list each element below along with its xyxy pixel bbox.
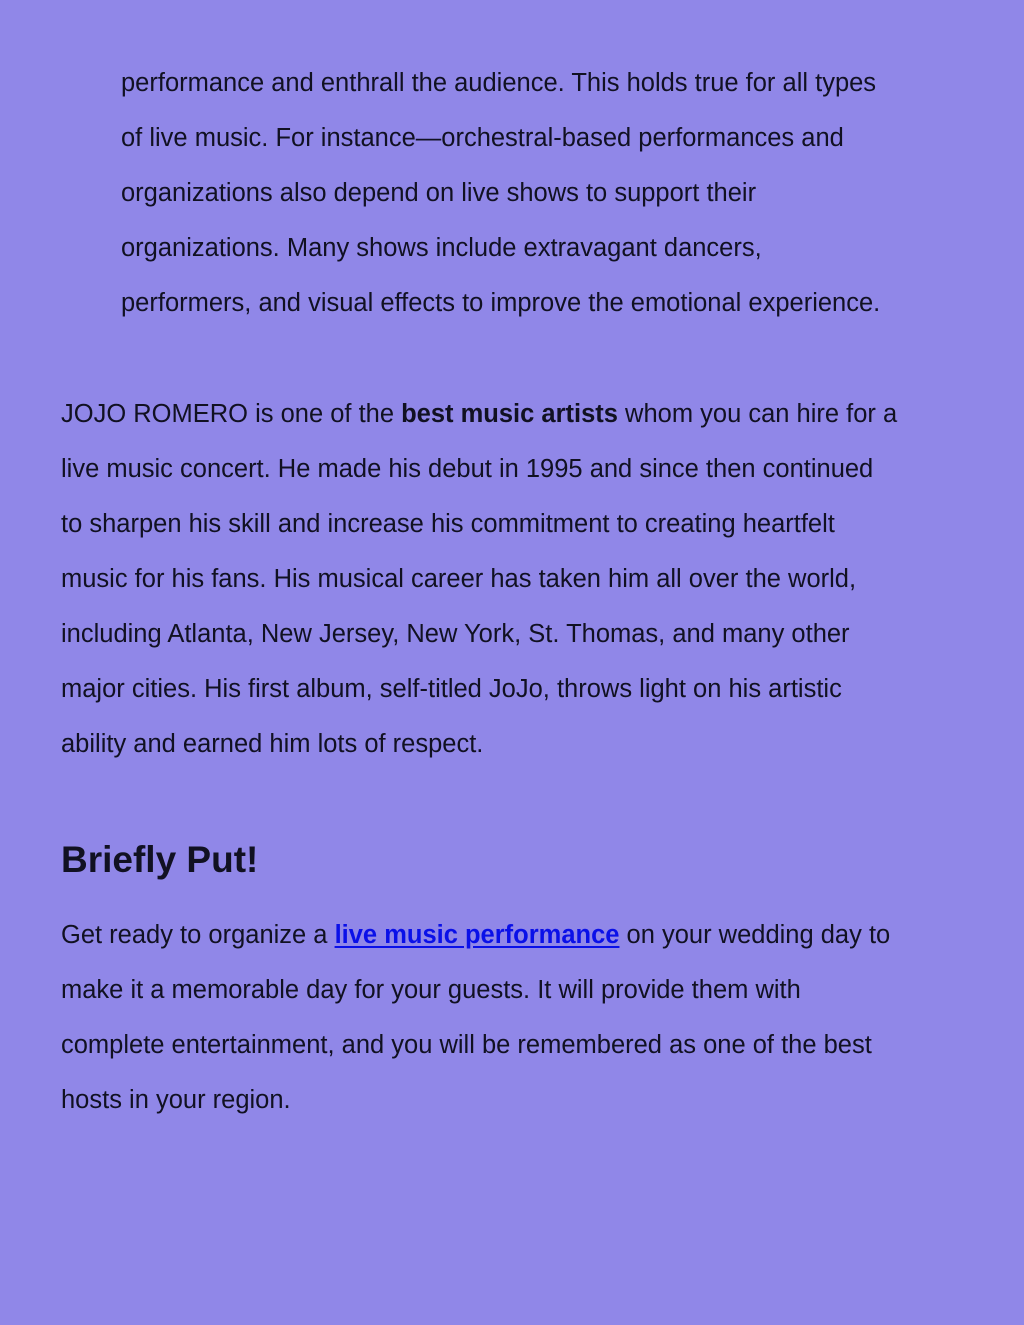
paragraph-line: to sharpen his skill and increase his commitment to creating heartfelt (61, 510, 835, 538)
paragraph-line: make it a memorable day for your guests. It will provide them with (61, 976, 801, 1004)
paragraph-text: whom you can hire for a (617, 400, 898, 428)
paragraph-line: hosts in your region. (61, 1086, 291, 1114)
paragraph-text: on your wedding day to (619, 921, 891, 949)
paragraph-line (61, 387, 1001, 442)
paragraph-line: performance and enthrall the audience. This holds true for all types (121, 69, 877, 97)
paragraph-line: of live music. For instance—orchestral-based performances and (121, 124, 844, 152)
paragraph-line: live music concert. He made his debut in 1995 and since then continued (61, 455, 874, 483)
bold-phrase: best music artists (401, 400, 618, 428)
paragraph-line: organizations also depend on live shows to support their (121, 179, 757, 207)
paragraph-text: JOJO ROMERO is one of the (61, 400, 402, 428)
paragraph-line: including Atlanta, New Jersey, New York, St. Thomas, and many other (61, 620, 850, 648)
paragraph-line: performers, and visual effects to improve the emotional experience. (121, 289, 881, 317)
paragraph-line: complete entertainment, and you will be remembered as one of the best (61, 1031, 872, 1059)
live-music-performance-link[interactable]: live music performance (334, 921, 620, 949)
paragraph-line: ability and earned him lots of respect. (61, 730, 484, 758)
paragraph-text: Get ready to organize a (61, 921, 335, 949)
intro-paragraph (121, 56, 1001, 331)
paragraph-line: major cities. His first album, self-titled JoJo, throws light on his artistic (61, 675, 842, 703)
section-heading: Briefly Put! (61, 839, 259, 880)
closing-paragraph (61, 908, 1001, 1128)
paragraph-line: organizations. Many shows include extravagant dancers, (121, 234, 762, 262)
paragraph-line: music for his fans. His musical career has taken him all over the world, (61, 565, 857, 593)
romero-paragraph (61, 387, 1001, 772)
paragraph-line (61, 908, 1001, 963)
